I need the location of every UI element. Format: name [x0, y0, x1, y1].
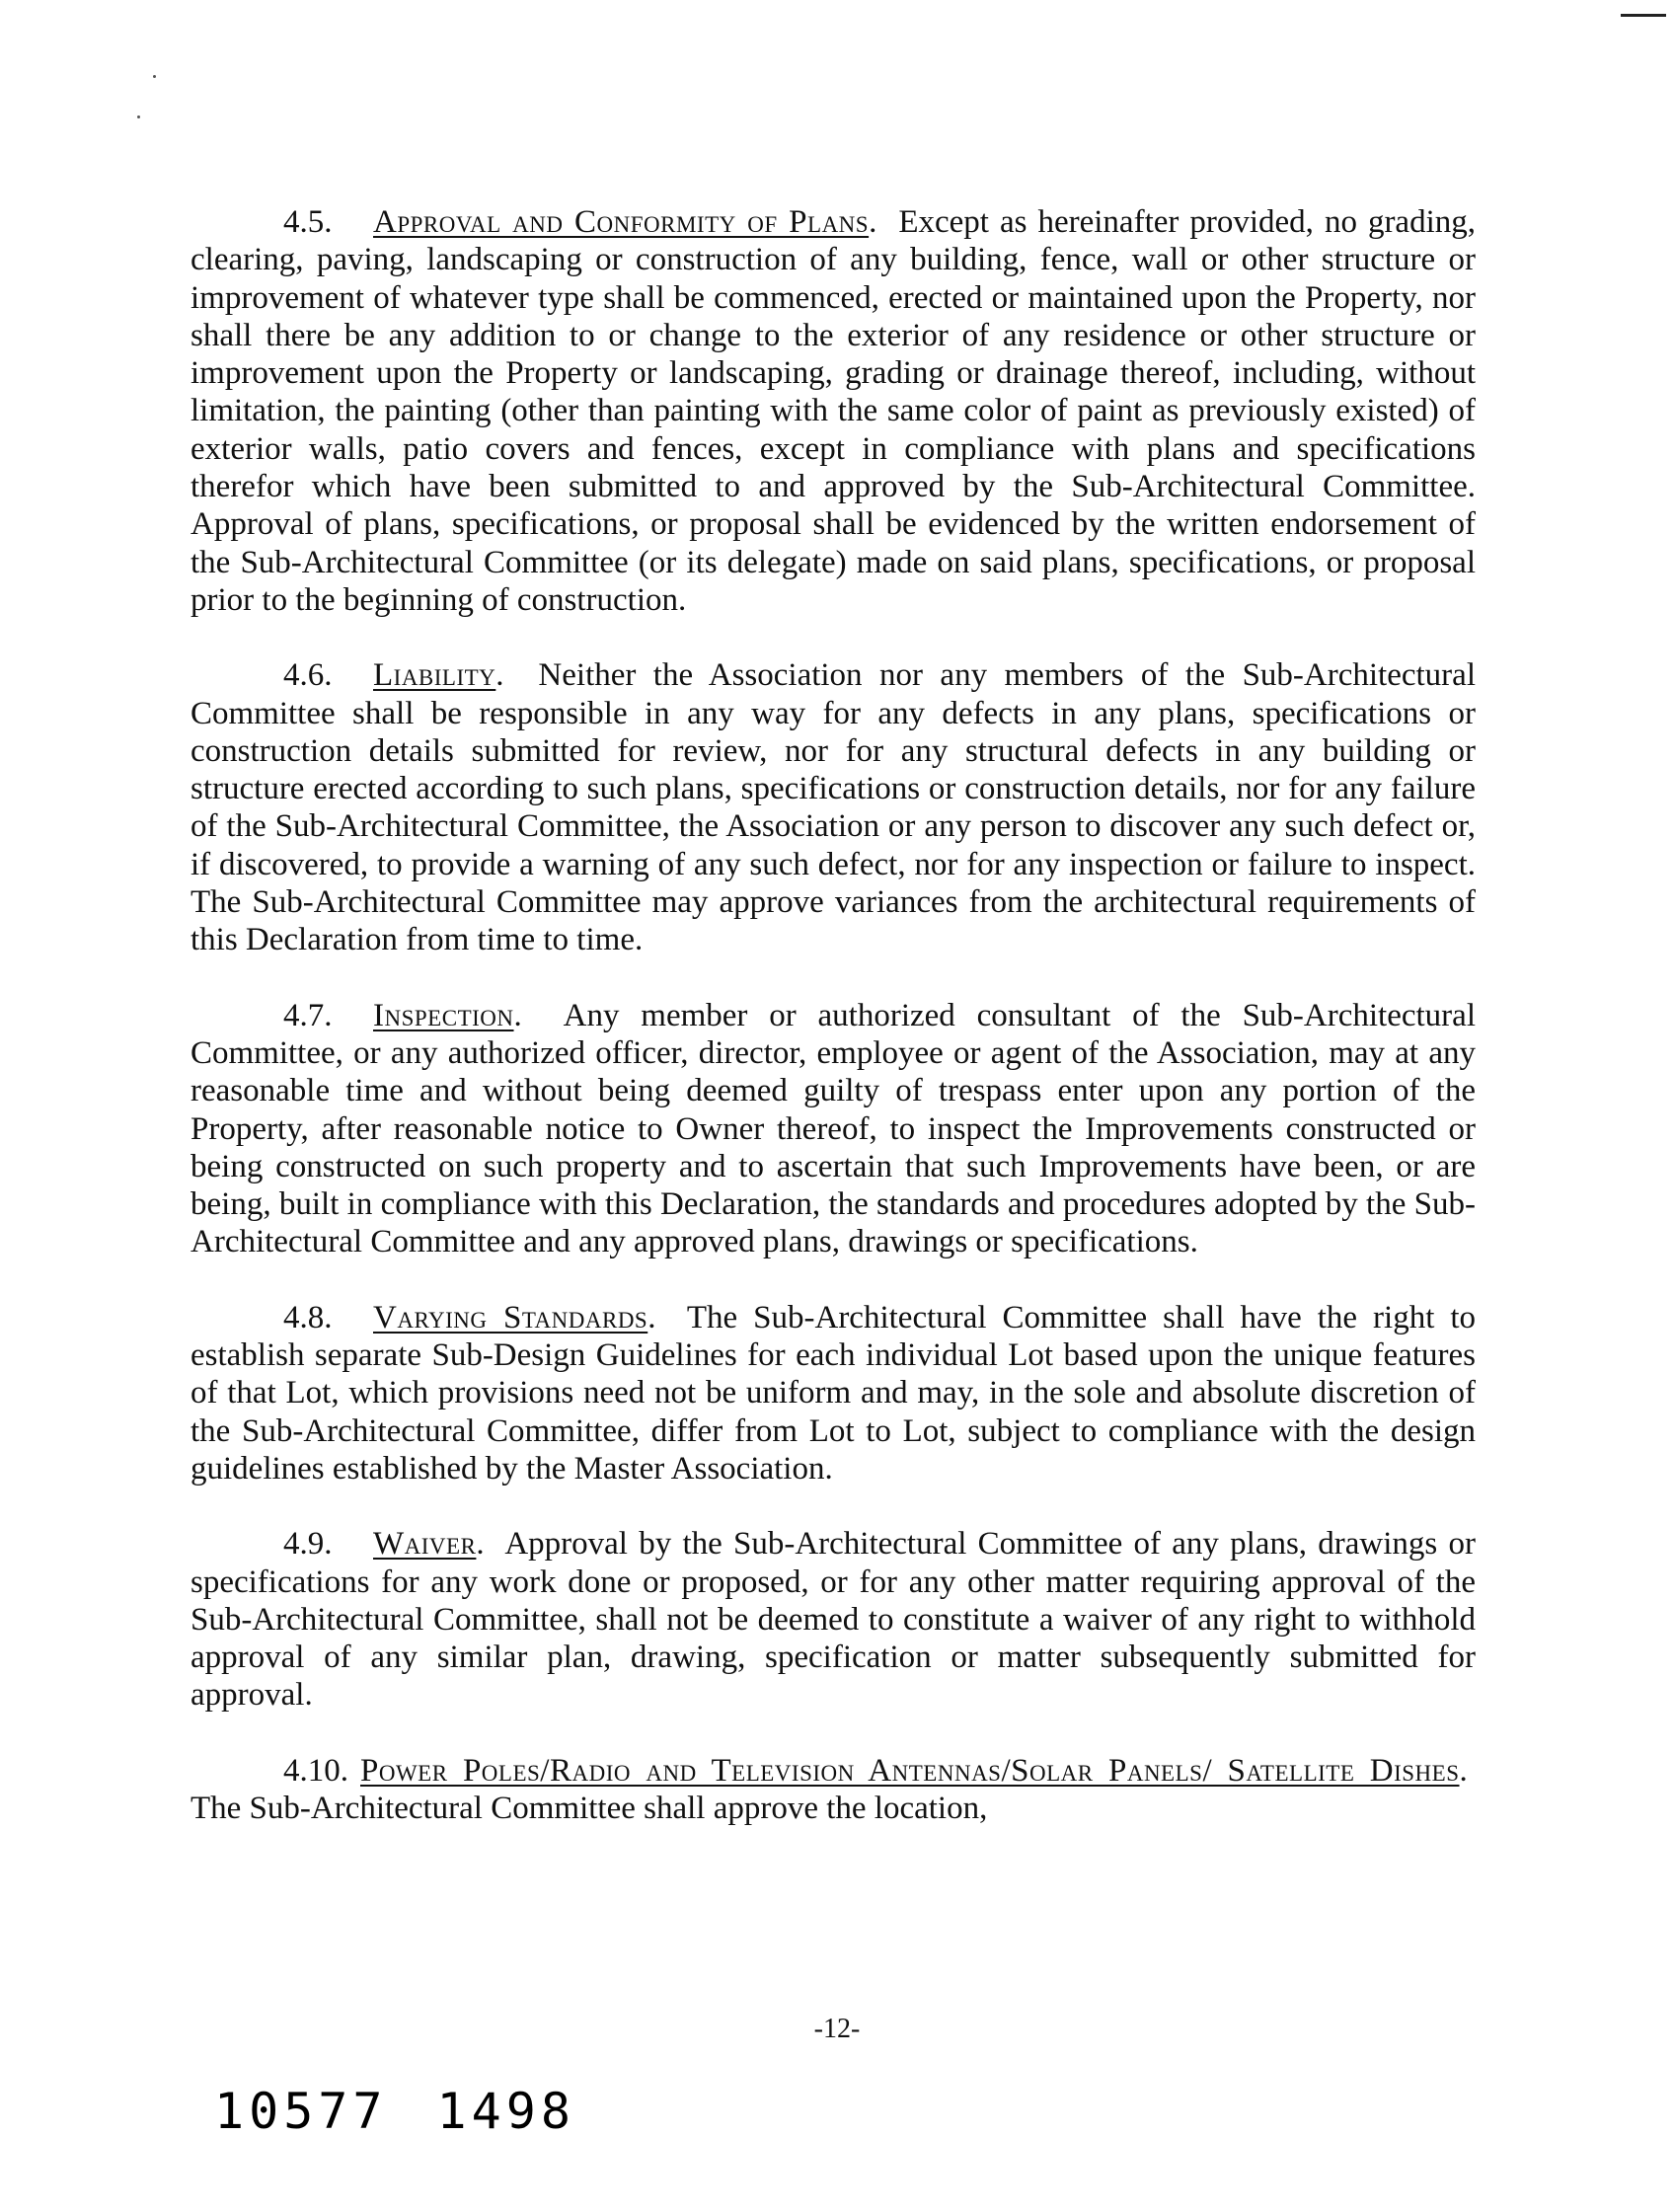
section-text: Except as hereinafter provided, no grading, clearing, paving, landscaping or construction of any building, fence, wall or other structure or improvement of whatever type shall be commenced, erected or maintained upon the Property, nor shall there be any addition to or change to the exterior of any residence or other structure or improvement upon the Property or landscaping, grading or drainage thereof, including, without limitation, the painting (other than painting with the same color of paint as previously existed) of exterior walls, patio covers and fences, except in compliance with plans and specifications therefor which have been submitted to and approved by the Sub-Architectural Committee. Approval of plans, specifications, or proposal shall be evidenced by the written endorsement of the Sub-Architectural Committee (or its delegate) made on said plans, specifications, or proposal prior to the beginning of construction.	[190, 204, 1476, 618]
recording-stamp	[214, 2083, 575, 2140]
section-4-8: 4.8. Varying Standards. The Sub-Architectural Committee shall have the right to establish separate Sub-Design Guidelines for each individual Lot based upon the unique features of that Lot, which provisions need not be uniform and may, in the sole and absolute discretion of the Sub-Architectural Committee, differ from Lot to Lot, subject to compliance with the design guidelines established by the Master Association.	[190, 1299, 1477, 1487]
recording-page-number: 1498	[436, 2083, 575, 2140]
section-text: Approval by the Sub-Architectural Committee of any plans, drawings or specifications for any work done or proposed, or for any other matter requiring approval of the Sub-Architectural Committee, shall not be deemed to constitute a waiver of any right to withhold approval of any similar plan, drawing, specification or matter subsequently submitted for approval.	[190, 1526, 1476, 1714]
section-4-7: 4.7. Inspection. Any member or authorized consultant of the Sub-Architectural Committee, or any authorized officer, director, employee or agent of the Association, may at any reasonable time and without being deemed guilty of trespass enter upon any portion of the Property, after reasonable notice to Owner thereof, to inspect the Improvements constructed or being constructed on such property and to ascertain that such Improvements have been, or are being, built in compliance with this Declaration, the standards and procedures adopted by the Sub-Architectural Committee and any approved plans, drawings or specifications.	[190, 997, 1476, 1260]
scan-speck	[137, 115, 140, 118]
section-number: 4.7.	[283, 997, 333, 1033]
section-4-5: 4.5. Approval and Conformity of Plans. Except as hereinafter provided, no grading, clearing, paving, landscaping or construction of any building, fence, wall or other structure or improvement of whatever type shall be commenced, erected or maintained upon the Property, nor shall there be any addition to or change to the exterior of any residence or other structure or improvement upon the Property or landscaping, grading or drainage thereof, including, without limitation, the painting (other than painting with the same color of paint as previously existed) of exterior walls, patio covers and fences, except in compliance with plans and specifications therefor which have been submitted to and approved by the Sub-Architectural Committee. Approval of plans, specifications, or proposal shall be evidenced by the written endorsement of the Sub-Architectural Committee (or its delegate) made on said plans, specifications, or proposal prior to the beginning of construction.	[190, 204, 1476, 618]
section-text: The Sub-Architectural Committee shall have the right to establish separate Sub-Design Guidelines for each individual Lot based upon the unique features of that Lot, which provisions need not be uniform and may, in the sole and absolute discretion of the Sub-Architectural Committee, differ from Lot to Lot, subject to compliance with the design guidelines established by the Master Association.	[190, 1299, 1477, 1487]
section-number: 4.5.	[283, 204, 333, 240]
section-heading: Approval and Conformity of Plans	[373, 204, 870, 240]
page-number: -12-	[813, 2014, 861, 2044]
section-number: 4.8.	[283, 1299, 333, 1335]
page-edge-mark	[1621, 14, 1666, 17]
section-heading: Liability	[373, 657, 496, 694]
section-4-10: 4.10. Power Poles/Radio and Television Antennas/Solar Panels/ Satellite Dishes. The Sub-Architectural Committee shall approve the location,	[190, 1752, 1476, 1826]
section-heading: Inspection	[373, 997, 514, 1033]
section-text: The Sub-Architectural Committee shall approve the location,	[190, 1790, 988, 1826]
section-heading: Varying Standards	[373, 1299, 648, 1335]
section-heading: Power Poles/Radio and Television Antennas/Solar Panels/ Satellite Dishes	[360, 1752, 1460, 1789]
recording-book-number: 10577	[214, 2083, 388, 2140]
scan-speck	[153, 75, 156, 78]
document-body	[190, 203, 1476, 1865]
section-number: 4.6.	[283, 657, 333, 694]
section-heading: Waiver	[373, 1526, 477, 1563]
section-4-9: 4.9. Waiver. Approval by the Sub-Architectural Committee of any plans, drawings or specifications for any work done or proposed, or for any other matter requiring approval of the Sub-Architectural Committee, shall not be deemed to constitute a waiver of any right to withhold approval of any similar plan, drawing, specification or matter subsequently submitted for approval.	[190, 1526, 1476, 1714]
section-4-6: 4.6. Liability. Neither the Association nor any members of the Sub-Architectural Committee shall be responsible in any way for any defects in any plans, specifications or construction details submitted for review, nor for any structural defects in any building or structure erected according to such plans, specifications or construction details, nor for any failure of the Sub-Architectural Committee, the Association or any person to discover any such defect or, if discovered, to provide a warning of any such defect, nor for any inspection or failure to inspect. The Sub-Architectural Committee may approve variances from the architectural requirements of this Declaration from time to time.	[190, 657, 1476, 958]
section-text: Any member or authorized consultant of the Sub-Architectural Committee, or any authorized officer, director, employee or agent of the Association, may at any reasonable time and without being deemed guilty of trespass enter upon any portion of the Property, after reasonable notice to Owner thereof, to inspect the Improvements constructed or being constructed on such property and to ascertain that such Improvements have been, or are being, built in compliance with this Declaration, the standards and procedures adopted by the Sub-Architectural Committee and any approved plans, drawings or specifications.	[190, 997, 1476, 1260]
section-number: 4.10.	[283, 1752, 348, 1789]
section-text: Neither the Association nor any members of the Sub-Architectural Committee shall be responsible in any way for any defects in any plans, specifications or construction details submitted for review, nor for any structural defects in any building or structure erected according to such plans, specifications or construction details, nor for any failure of the Sub-Architectural Committee, the Association or any person to discover any such defect or, if discovered, to provide a warning of any such defect, nor for any inspection or failure to inspect. The Sub-Architectural Committee may approve variances from the architectural requirements of this Declaration from time to time.	[190, 657, 1476, 958]
section-number: 4.9.	[283, 1526, 333, 1563]
